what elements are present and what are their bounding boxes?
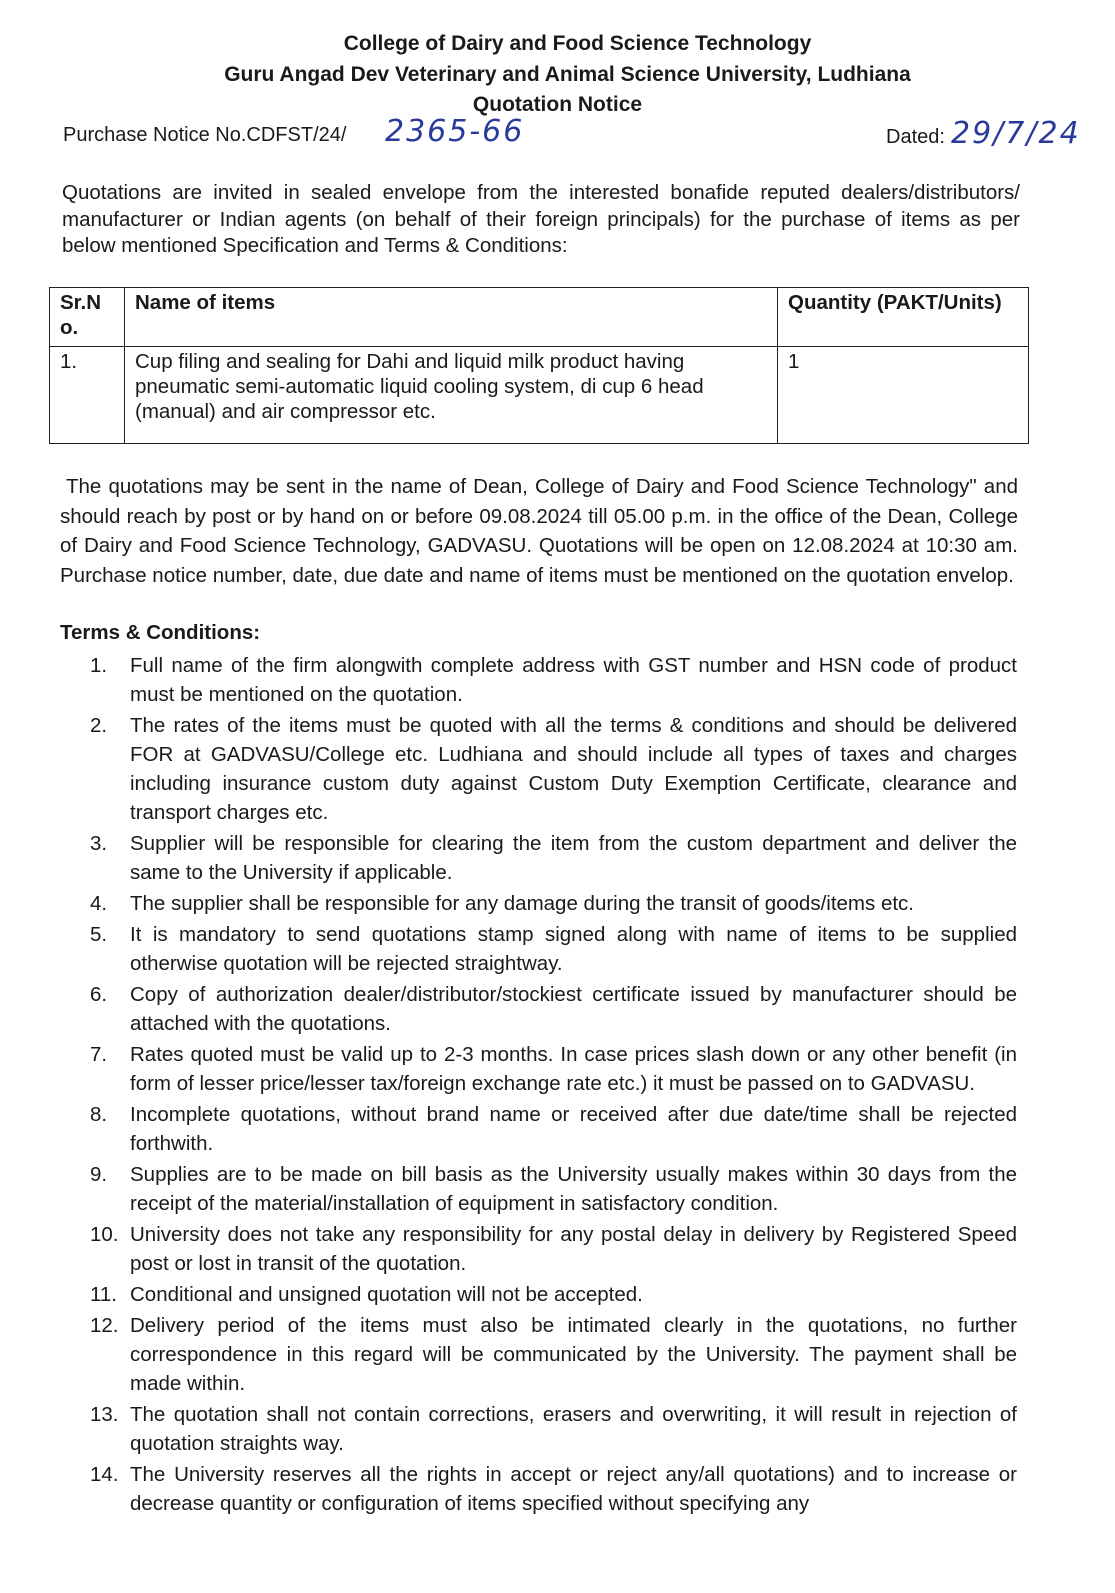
term-number: 12.: [90, 1314, 119, 1337]
row-sr-no: 1.: [50, 347, 125, 444]
university-name: Guru Angad Dev Veterinary and Animal Science University, Ludhiana: [224, 63, 911, 86]
notice-row: [63, 114, 1093, 160]
items-table: [49, 287, 1029, 444]
term-number: 5.: [90, 923, 108, 946]
row-quantity: 1: [778, 347, 1029, 444]
college-name: College of Dairy and Food Science Technology: [343, 32, 812, 55]
term-text: The quotation shall not contain corrections, erasers and overwriting, it will result in rejection of quotation straights way.: [130, 1403, 1017, 1455]
notice-title: Quotation Notice: [472, 93, 643, 116]
term-number: 14.: [90, 1463, 119, 1486]
term-text: Supplier will be responsible for clearing the item from the custom department and deliver the same to the University if applicable.: [130, 832, 1017, 884]
header-quantity: Quantity (PAKT/Units): [778, 288, 1029, 347]
term-number: 11.: [90, 1283, 117, 1306]
submission-paragraph: [60, 472, 1018, 590]
list-item: [90, 1160, 1017, 1218]
term-number: 8.: [90, 1103, 108, 1126]
list-item: [90, 980, 1017, 1038]
term-text: Rates quoted must be valid up to 2-3 months. In case prices slash down or any other benefit (in form of lesser price/lesser tax/foreign exchange rate etc.) it must be passed on to GADVASU.: [130, 1043, 1017, 1095]
term-number: 3.: [90, 832, 108, 855]
intro-paragraph: Quotations are invited in sealed envelope from the interested bonafide reputed dealers/distributors/ manufacturer or Indian agents (on behalf of their foreign principals) for the purchase of items as per below mentioned Specification and Terms & Conditions:: [62, 181, 1020, 257]
list-item: [90, 1100, 1017, 1158]
handwritten-notice-number: 2365-66: [385, 114, 525, 149]
list-item: [90, 711, 1017, 827]
term-text: University does not take any responsibility for any postal delay in delivery by Registered Speed post or lost in transit of the quotation.: [130, 1223, 1017, 1275]
term-text: The supplier shall be responsible for any damage during the transit of goods/items etc.: [130, 892, 914, 915]
list-item: [90, 1460, 1017, 1518]
table-header-row: [50, 288, 1029, 347]
term-number: 4.: [90, 892, 108, 915]
handwritten-date: 29/7/24: [951, 116, 1081, 151]
term-text: It is mandatory to send quotations stamp signed along with name of items to be supplied otherwise quotation will be rejected straightway.: [130, 923, 1017, 975]
list-item: [90, 1280, 1017, 1309]
term-number: 1.: [90, 654, 108, 677]
list-item: [90, 920, 1017, 978]
term-number: 2.: [90, 714, 108, 737]
row-item-name: Cup filing and sealing for Dahi and liquid milk product having pneumatic semi-automatic liquid cooling system, di cup 6 head (manual) and air compressor etc.: [125, 347, 778, 444]
header-sr-no: Sr.N o.: [50, 288, 125, 347]
submission-text: The quotations may be sent in the name of Dean, College of Dairy and Food Science Technology" and should reach by post or by hand on or before 09.08.2024 till 05.00 p.m. in the office of the Dean, College of Dairy and Food Science Technology, GADVASU. Quotations will be open on 12.08.2024 at 10:30 am. Purchase notice number, date, due date and name of items must be mentioned on the quotation envelop.: [60, 475, 1018, 587]
list-item: [90, 651, 1017, 709]
term-text: The University reserves all the rights in accept or reject any/all quotations) and to increase or decrease quantity or configuration of items specified without specifying any: [130, 1463, 1017, 1515]
purchase-notice-label: Purchase Notice No.CDFST/24/: [63, 124, 347, 146]
term-number: 9.: [90, 1163, 108, 1186]
table-row: [50, 347, 1029, 444]
list-item: [90, 1311, 1017, 1398]
dated-label: Dated:: [886, 126, 945, 148]
terms-list: [90, 649, 1017, 1518]
list-item: [90, 1400, 1017, 1458]
list-item: [90, 1040, 1017, 1098]
term-number: 6.: [90, 983, 108, 1006]
list-item: [90, 889, 1017, 918]
term-text: Copy of authorization dealer/distributor/stockiest certificate issued by manufacturer should be attached with the quotations.: [130, 983, 1017, 1035]
term-text: The rates of the items must be quoted with all the terms & conditions and should be delivered FOR at GADVASU/College etc. Ludhiana and should include all types of taxes and charges including insurance custom duty against Custom Duty Exemption Certificate, clearance and transport charges etc.: [130, 714, 1017, 824]
term-text: Delivery period of the items must also be intimated clearly in the quotations, no further correspondence in this regard will be communicated by the University. The payment shall be made within.: [130, 1314, 1017, 1395]
term-number: 13.: [90, 1403, 119, 1426]
term-text: Incomplete quotations, without brand name or received after due date/time shall be rejected forthwith.: [130, 1103, 1017, 1155]
terms-heading: Terms & Conditions:: [60, 621, 261, 644]
header-item-name: Name of items: [125, 288, 778, 347]
term-text: Conditional and unsigned quotation will not be accepted.: [130, 1283, 643, 1306]
term-text: Full name of the firm alongwith complete address with GST number and HSN code of product must be mentioned on the quotation.: [130, 654, 1017, 706]
term-number: 10.: [90, 1223, 119, 1246]
list-item: [90, 1220, 1017, 1278]
term-number: 7.: [90, 1043, 108, 1066]
list-item: [90, 829, 1017, 887]
term-text: Supplies are to be made on bill basis as the University usually makes within 30 days from the receipt of the material/installation of equipment in satisfactory condition.: [130, 1163, 1017, 1215]
